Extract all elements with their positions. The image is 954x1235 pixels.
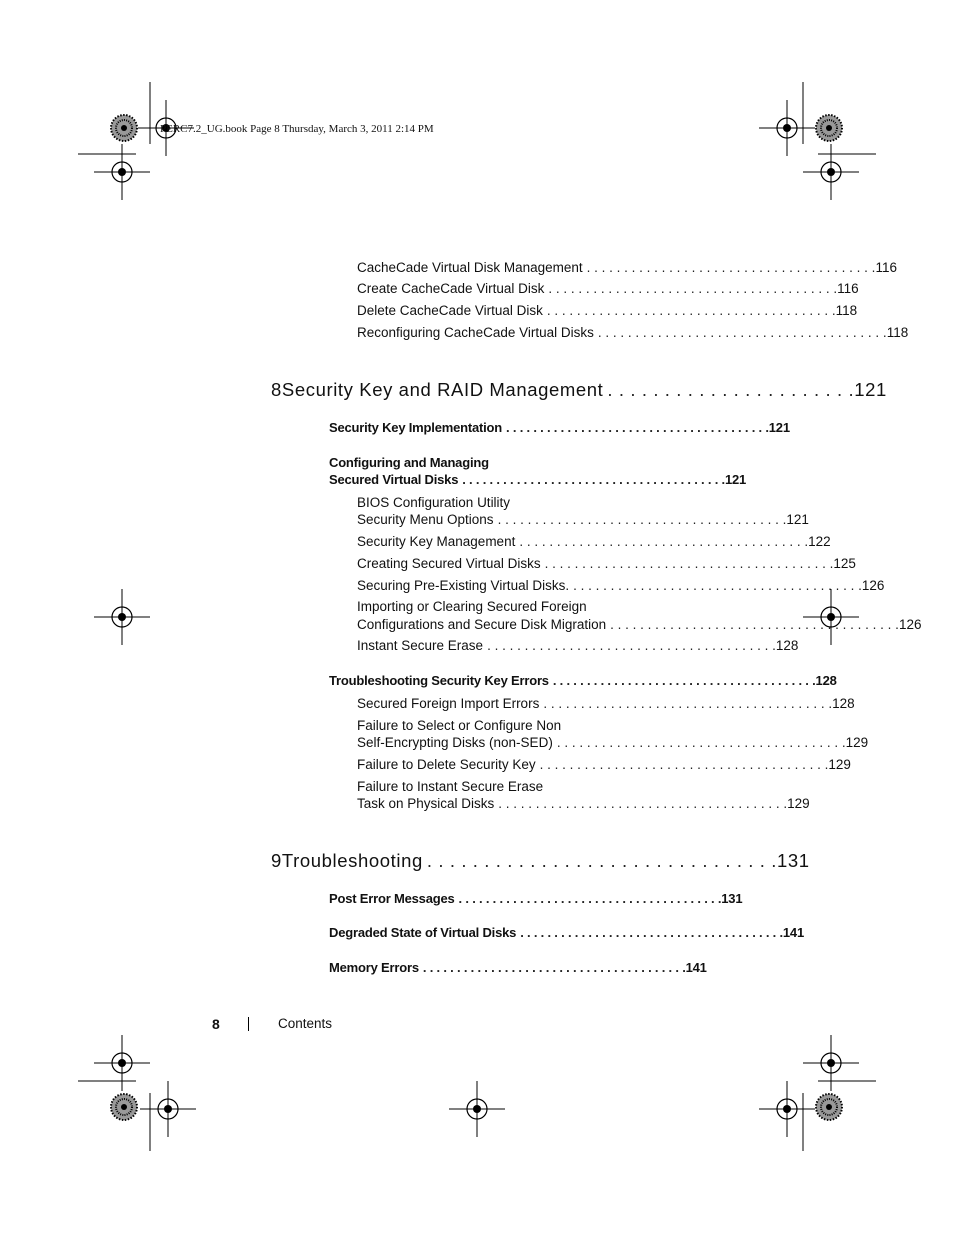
dot-leader: . . . . . . . . . . . . . . . . . . . . . . . . . . . . . . . . . . . . . . . — [506, 420, 769, 435]
toc-entry[interactable] — [357, 638, 799, 653]
toc-entry-label: Securing Pre-Existing Virtual Disks. — [357, 578, 570, 593]
star-target-icon — [816, 1094, 842, 1120]
chapter-title: Troubleshooting — [281, 850, 423, 871]
toc-entry-page: 126 — [861, 578, 885, 593]
dot-leader: . . . . . . . . . . . . . . . . . . . . . . . . . . . . . . . . . . . . . . . — [556, 735, 846, 750]
toc-section[interactable] — [329, 472, 747, 487]
toc-entry[interactable] — [357, 556, 856, 571]
dot-leader: . . . . . . . . . . . . . . . . . . . . . . . . . . . . . . . . . . . . . . . — [552, 673, 816, 688]
dot-leader: . . . . . . . . . . . . . . . . . . . . . . . . . . . . . . . . . . . . . . . — [543, 696, 833, 711]
toc-entry-label: Security Key Management — [357, 534, 516, 549]
toc-entry[interactable] — [357, 696, 855, 711]
toc-chapter-8[interactable] — [271, 379, 887, 401]
chapter-number: 9 — [271, 850, 282, 871]
toc-entry-label: Create CacheCade Virtual Disk — [357, 281, 545, 296]
toc-entry-label-line1: Failure to Select or Configure Non — [357, 718, 562, 733]
toc-entry-page: 116 — [837, 281, 859, 296]
toc-entry-label-line1: BIOS Configuration Utility — [357, 495, 511, 510]
toc-section-page: 128 — [815, 673, 837, 688]
dot-leader: . . . . . . . . . . . . . . . . . . . . . . . . . . . . . . . . . . . . . . . — [548, 281, 838, 296]
toc-entry[interactable] — [357, 757, 851, 772]
toc-entry[interactable] — [357, 260, 897, 275]
registration-mark-icon — [94, 589, 150, 645]
toc-entry-label: Instant Secure Erase — [357, 638, 484, 653]
toc-entry-page: 129 — [828, 757, 851, 772]
toc-section[interactable] — [329, 960, 707, 975]
toc-entry-page: 118 — [886, 325, 909, 340]
chapter-page: 131 — [777, 850, 810, 871]
footer-divider — [248, 1017, 249, 1031]
dot-leader: . . . . . . . . . . . . . . . . . . . . . . . . . . . . . . . . . . . . . . . — [520, 925, 783, 940]
registration-mark-icon — [94, 144, 150, 200]
toc-entry-page: 129 — [787, 796, 810, 811]
toc-entry-label: Task on Physical Disks — [357, 796, 495, 811]
dot-leader: . . . . . . . . . . . . . . . . . . . . . . . . . . . . . . . . . . . . . . . — [458, 891, 722, 906]
chapter-page: 121 — [854, 379, 887, 400]
toc-entry[interactable] — [357, 796, 810, 811]
toc-entry-label: Failure to Delete Security Key — [357, 757, 536, 772]
toc-section[interactable] — [329, 891, 743, 906]
toc-entry-page: 118 — [835, 303, 858, 318]
chapter-number: 8 — [271, 379, 282, 400]
toc-section[interactable] — [329, 925, 804, 940]
toc-entry[interactable] — [357, 534, 831, 549]
toc-section-page: 141 — [782, 925, 804, 940]
dot-leader: . . . . . . . . . . . . . . . . . . . . . . . . . . . . . . . . . . . . . . . — [498, 796, 788, 811]
dot-leader: . . . . . . . . . . . . . . . . . . . . . . . . . . . . . . . . . . . . . . . — [519, 534, 809, 549]
toc-entry-page: 126 — [898, 617, 922, 632]
toc-entry-page: 122 — [808, 534, 831, 549]
toc-section[interactable] — [329, 673, 837, 688]
toc-entry[interactable] — [357, 512, 809, 527]
toc-entry-label-line1: Importing or Clearing Secured Foreign — [357, 599, 587, 614]
toc-section-label: Security Key Implementation — [329, 420, 503, 435]
dot-leader: . . . . . . . . . . . . . . . . . . . . . . . . . . . . . . . . . . . . . . . — [487, 638, 776, 653]
registration-mark-icon — [803, 1035, 859, 1091]
dot-leader: . . . . . . . . . . . . . . . . . . . . . . . . . . . . . . . . . . . . . . . — [544, 556, 834, 571]
dot-leader: . . . . . . . . . . . . . . . . . . . . . . — [607, 379, 855, 400]
toc-section-page: 121 — [724, 472, 747, 487]
toc-entry-label: CacheCade Virtual Disk Management — [357, 260, 583, 275]
toc-entry-label: Delete CacheCade Virtual Disk — [357, 303, 543, 318]
footer-label: Contents — [278, 1016, 333, 1031]
toc-section-label: Degraded State of Virtual Disks — [329, 925, 517, 940]
registration-mark-icon — [94, 1035, 150, 1091]
toc-entry-label: Security Menu Options — [357, 512, 494, 527]
dot-leader: . . . . . . . . . . . . . . . . . . . . . . . . . . . . . . . . . . . . . . . — [597, 325, 887, 340]
toc-entry[interactable] — [357, 325, 909, 340]
toc-entry-page: 121 — [786, 512, 809, 527]
toc-entry-label: Creating Secured Virtual Disks — [357, 556, 541, 571]
dot-leader: . . . . . . . . . . . . . . . . . . . . . . . . . . . . . . . . . . . . . . . — [422, 960, 686, 975]
toc-entry[interactable] — [357, 303, 858, 318]
toc-entry[interactable] — [357, 617, 922, 632]
star-target-icon — [816, 115, 842, 141]
registration-mark-icon — [803, 144, 859, 200]
toc-entry-page: 128 — [775, 638, 799, 653]
toc-entry-label: Reconfiguring CacheCade Virtual Disks — [357, 325, 594, 340]
toc-section[interactable] — [329, 420, 790, 435]
toc-entry[interactable] — [357, 281, 859, 296]
toc-entry-page: 116 — [875, 260, 897, 275]
toc-entry-page: 128 — [832, 696, 855, 711]
toc-entry-label: Self-Encrypting Disks (non-SED) — [357, 735, 553, 750]
toc-section-label-line1: Configuring and Managing — [329, 455, 489, 470]
registration-mark-icon — [449, 1081, 505, 1137]
dot-leader: . . . . . . . . . . . . . . . . . . . . . . . . . . . . . . . . . . . . . . . — [539, 757, 829, 772]
toc-chapter-9[interactable] — [271, 850, 810, 872]
registration-mark-icon — [140, 1081, 196, 1137]
toc-section-label: Memory Errors — [329, 960, 419, 975]
dot-leader: . . . . . . . . . . . . . . . . . . . . . . . . . . . . . . . — [426, 850, 778, 871]
toc-section-label: Troubleshooting Security Key Errors — [329, 673, 549, 688]
footer-page-number: 8 — [212, 1016, 220, 1032]
dot-leader: . . . . . . . . . . . . . . . . . . . . . . . . . . . . . . . . . . . . . . . — [497, 512, 787, 527]
toc-section-page: 141 — [685, 960, 707, 975]
toc-section-page: 121 — [768, 420, 790, 435]
toc-entry[interactable] — [357, 735, 869, 750]
toc-entry-label: Secured Foreign Import Errors — [357, 696, 540, 711]
toc-entry-page: 129 — [845, 735, 869, 750]
toc-entry-label-line1: Failure to Instant Secure Erase — [357, 779, 544, 794]
toc-section-label: Secured Virtual Disks — [329, 472, 459, 487]
toc-entry-page: 125 — [833, 556, 856, 571]
registration-mark-icon — [759, 1081, 815, 1137]
toc-section-label: Post Error Messages — [329, 891, 455, 906]
star-target-icon — [111, 115, 137, 141]
toc-entry[interactable] — [357, 578, 885, 593]
toc-section-page: 131 — [721, 891, 743, 906]
registration-mark-icon — [759, 100, 815, 156]
dot-leader: . . . . . . . . . . . . . . . . . . . . . . . . . . . . . . . . . . . . . . . — [462, 472, 725, 487]
print-slug: PERC7.2_UG.book Page 8 Thursday, March 3, 2011 2:14 PM — [160, 123, 434, 135]
dot-leader: . . . . . . . . . . . . . . . . . . . . . . . . . . . . . . . . . . . . . . . — [573, 578, 862, 593]
toc-entry-label: Configurations and Secure Disk Migration — [357, 617, 607, 632]
dot-leader: . . . . . . . . . . . . . . . . . . . . . . . . . . . . . . . . . . . . . . . — [610, 617, 899, 632]
dot-leader: . . . . . . . . . . . . . . . . . . . . . . . . . . . . . . . . . . . . . . . — [546, 303, 836, 318]
chapter-title: Security Key and RAID Management — [281, 379, 604, 400]
dot-leader: . . . . . . . . . . . . . . . . . . . . . . . . . . . . . . . . . . . . . . . — [586, 260, 876, 275]
star-target-icon — [111, 1094, 137, 1120]
